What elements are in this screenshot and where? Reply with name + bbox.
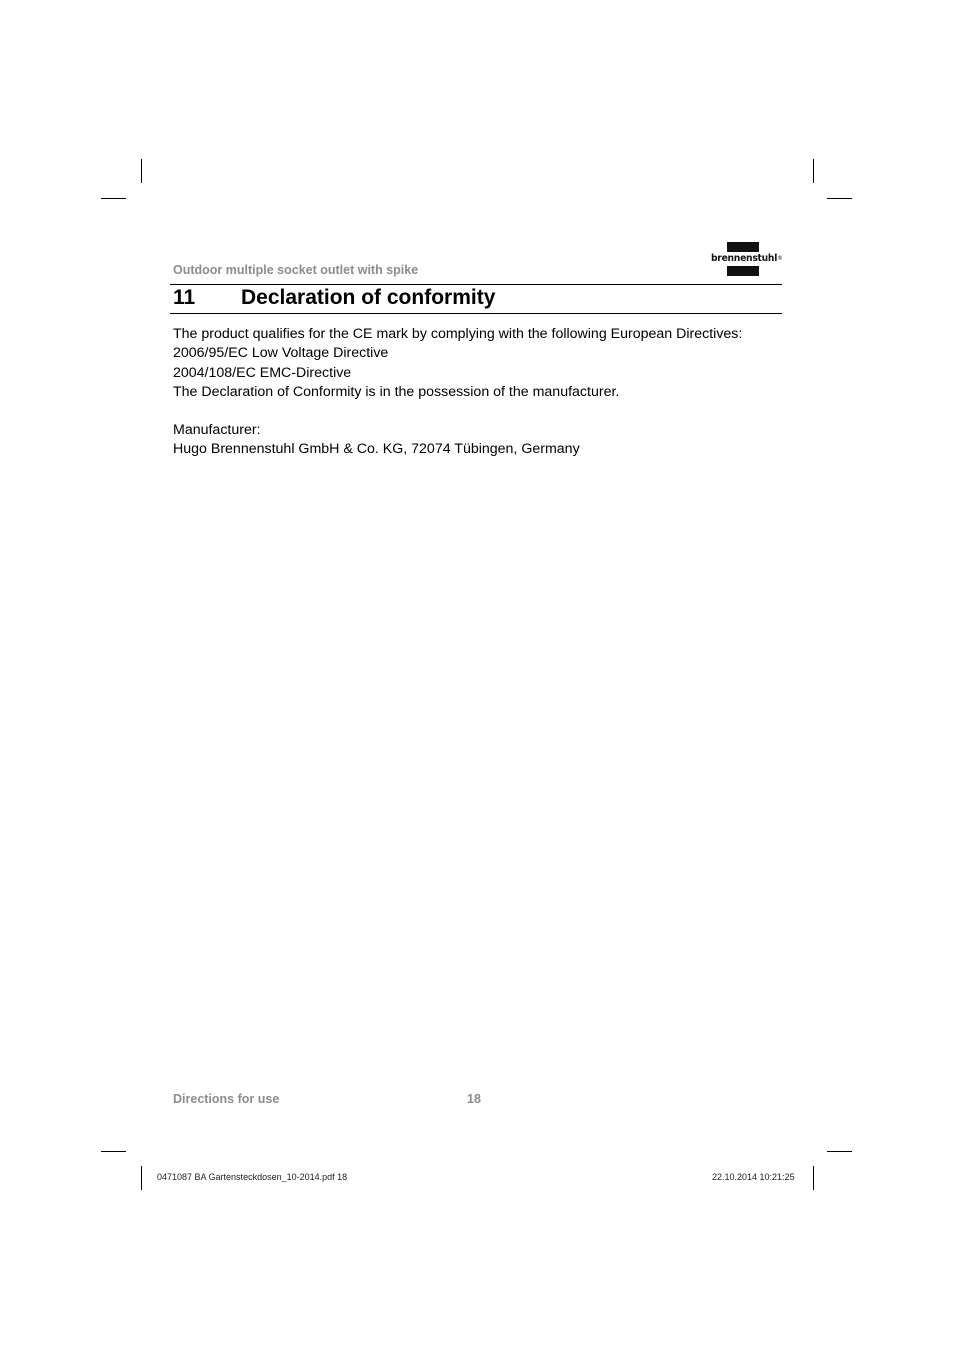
crop-mark: [813, 159, 814, 183]
page-number: 18: [467, 1092, 481, 1106]
body-line: 2006/95/EC Low Voltage Directive: [173, 345, 389, 362]
running-header: Outdoor multiple socket outlet with spike: [173, 263, 419, 277]
logo-bar-top: [727, 242, 759, 252]
logo-wordmark: brennenstuhl®: [711, 253, 783, 264]
manufacturer-label: Manufacturer:: [173, 422, 261, 439]
section-heading: [173, 286, 495, 310]
section-title: Declaration of conformity: [241, 286, 496, 309]
footer-label: Directions for use: [173, 1092, 280, 1106]
print-timestamp: 22.10.2014 10:21:25: [712, 1172, 795, 1182]
logo-bar-bottom: [727, 266, 759, 276]
header-rule: [170, 284, 782, 285]
crop-mark: [101, 198, 126, 199]
section-number: 11: [173, 286, 196, 309]
manufacturer-value: Hugo Brennenstuhl GmbH & Co. KG, 72074 Tübingen, Germany: [173, 441, 580, 458]
crop-mark: [101, 1151, 126, 1152]
crop-mark: [813, 1166, 814, 1190]
declaration-body: [173, 325, 783, 460]
body-line: The Declaration of Conformity is in the possession of the manufacturer.: [173, 383, 620, 400]
crop-mark: [827, 1151, 852, 1152]
crop-mark: [141, 159, 142, 183]
print-file-info: 0471087 BA Gartensteckdosen_10-2014.pdf 18: [157, 1172, 348, 1182]
body-line: The product qualifies for the CE mark by complying with the following European Directives:: [173, 326, 743, 342]
body-line: 2004/108/EC EMC-Directive: [173, 364, 352, 381]
brennenstuhl-logo: [709, 242, 783, 276]
crop-mark: [827, 198, 852, 199]
crop-mark: [141, 1166, 142, 1190]
heading-rule: [170, 313, 782, 314]
